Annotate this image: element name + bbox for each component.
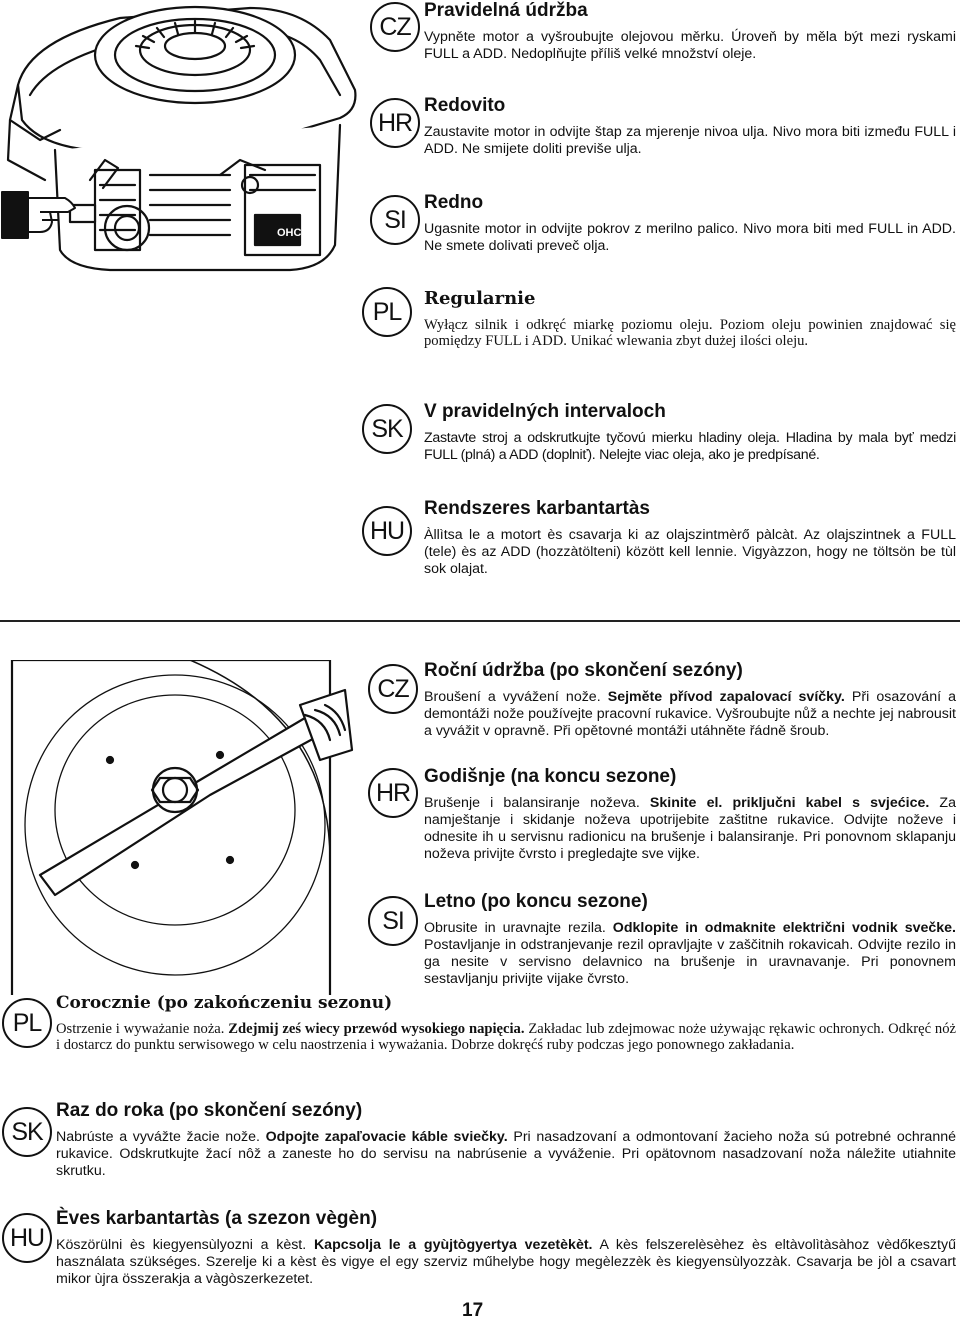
section-title: Letno (po koncu sezone) (424, 891, 648, 912)
language-badge-cz-annual: CZ (368, 664, 418, 714)
engine-label: OHC (277, 227, 302, 239)
language-badge-pl: PL (362, 287, 412, 337)
section-body: Nabrúste a vyvážte žacie nože. Odpojte zapaľovacie káble sviečky. Pri nasadzovaní a odmontovaní žacieho noža sú potrebné ochranné rukavice. Odskrutkujte žací nôž a zaneste ho do servisu na nabrúsenie a vyváženie. Pri opätovnom nasadzovaní noža náležite utiahnite skrutku. (56, 1129, 956, 1179)
language-badge-cz: CZ (370, 2, 420, 52)
section-body: Vypněte motor a vyšroubujte olejovou měrku. Úroveň by měla být mezi ryskami FULL a ADD. Nedoplňujte příliš velké množství oleje. (424, 29, 956, 62)
section-title: Rendszeres karbantartàs (424, 498, 650, 519)
section-body: Zaustavite motor in odvijte štap za mjerenje nivoa ulja. Nivo mora biti između FULL i ADD. Ne smijete doliti previše ulja. (424, 124, 956, 157)
language-badge-sk-annual: SK (2, 1107, 52, 1157)
section-annual-maintenance-hu (56, 1208, 956, 1288)
section-body: Brušenje i balansiranje noževa. Skinite el. priključni kabel s svjećice. Za namještanje i skidanje noževa upotrijebite zaštitne rukavice. Odvijte noževe i odnesite ih u servisnu radionicu na brušenje i balansiranje. Pri ponovnom sklapanju noževa privijte čvrsto i pregledajte sve vijke. (424, 795, 956, 862)
language-badge-hu: HU (362, 506, 412, 556)
section-title: Corocznie (po zakończeniu sezonu) (56, 993, 393, 1013)
section-title: Èves karbantartàs (a szezon vègèn) (56, 1208, 378, 1229)
section-title: Regularnie (424, 288, 536, 309)
language-badge-sk: SK (362, 404, 412, 454)
section-body: Broušení a vyvážení nože. Sejměte přívod zapalovací svíčky. Při osazování a demontáži nože používejte pracovní rukavice. Vyšroubujte nůž a nechte jej nabrousit a vyvážit v opravně. Při opětovné montáži utáhněte řádně šroub. (424, 689, 957, 739)
language-badge-hu-annual: HU (2, 1213, 52, 1263)
section-body: Obrusite in uravnajte rezila. Odklopite in odmaknite električni vodnik svečke. Postavljanje in odstranjevanje rezil opravljajte v zaščitnih rokavicah. Odvijte rezilo in ga nesite v servisno delavnico na brušenje in uravnavanje. Pri ponovnem sestavljanju privijte vijake čvrsto. (424, 920, 956, 987)
section-annual-maintenance-sk (56, 1100, 956, 1180)
section-annual-maintenance-pl (56, 992, 956, 1053)
section-regular-maintenance-sk (424, 401, 956, 464)
language-badge-si-annual: SI (368, 896, 418, 946)
section-body: Àllìtsa le a motort ès csavarja ki az olajszintmèrő pàlcàt. Az olajszintnek a FULL (tele) ès az ADD (hozzàtölteni) között kell lennie. Vigyàzzon, hogy ne töltsön be tùl sok olajat. (424, 527, 956, 577)
section-title: Redno (424, 192, 484, 213)
language-badge-pl-annual: PL (2, 998, 52, 1048)
section-title: Raz do roka (po skončení sezóny) (56, 1100, 363, 1121)
section-body: Ostrzenie i wyważanie noża. Zdejmij ześ wiecy przewód wysokiego napięcia. Zakładac lub zdejmowac noże używając rękawic ochronych. Odkręć nóż i dostarcz do punktu serwisowego w celu naostrzenia i wyważania. Dobrze dokręćś ruby podczas jego ponownego zakładania. (56, 1021, 957, 1053)
language-badge-hr-annual: HR (368, 768, 418, 818)
language-badge-hr: HR (370, 98, 420, 148)
section-body: Zastavte stroj a odskrutkujte tyčovú mierku hladiny oleja. Hladina by mala byť medzi FULL (plná) a ADD (doplniť). Nelejte viac oleja, ako je predpísané. (424, 430, 956, 463)
section-title: Pravidelná údržba (424, 0, 588, 21)
section-regular-maintenance-hr (424, 95, 956, 158)
section-title: Godišnje (na koncu sezone) (424, 766, 677, 787)
section-title: Redovito (424, 95, 506, 116)
page-number: 17 (462, 1300, 484, 1321)
section-title: V pravidelných intervaloch (424, 401, 666, 422)
section-body: Köszörülni ès kiegyensùlyozni a kèst. Kapcsolja le a gyùjtògyertya vezetèkèt. A kès felszerelèsèhez ès eltàvolìtàsàhoz vèdőkesztyű használata szükséges. Szerelje ki a kèst ès vigye el egy szerviz műhelybe hogy megèlezzèk ès kiegyensùlyozzàk. Csavarja be jòl a csavart mikor ùjra összerakja a vàgòszerkezetet. (56, 1237, 956, 1287)
section-title: Roční údržba (po skončení sezóny) (424, 660, 743, 681)
engine-dipstick-illustration (0, 0, 362, 285)
section-regular-maintenance-si (424, 192, 956, 255)
section-annual-maintenance-cz (424, 660, 956, 740)
language-badge-si: SI (370, 195, 420, 245)
section-regular-maintenance-pl (424, 288, 956, 349)
section-divider (0, 620, 960, 622)
section-annual-maintenance-hr (424, 766, 956, 863)
section-annual-maintenance-si (424, 891, 956, 988)
section-regular-maintenance-hu (424, 498, 956, 578)
section-regular-maintenance-cz (424, 0, 956, 63)
section-body: Wyłącz silnik i odkręć miarkę poziomu oleju. Poziom oleju powinien znajdować się pomiędzy FULL i ADD. Unikać wlewania zbyt dużej ilości oleju. (424, 317, 956, 349)
section-body: Ugasnite motor in odvijte pokrov z merilno palico. Nivo mora biti med FULL in ADD. Ne smete dolivati preveč olja. (424, 221, 956, 254)
mower-blade-illustration (0, 660, 370, 995)
